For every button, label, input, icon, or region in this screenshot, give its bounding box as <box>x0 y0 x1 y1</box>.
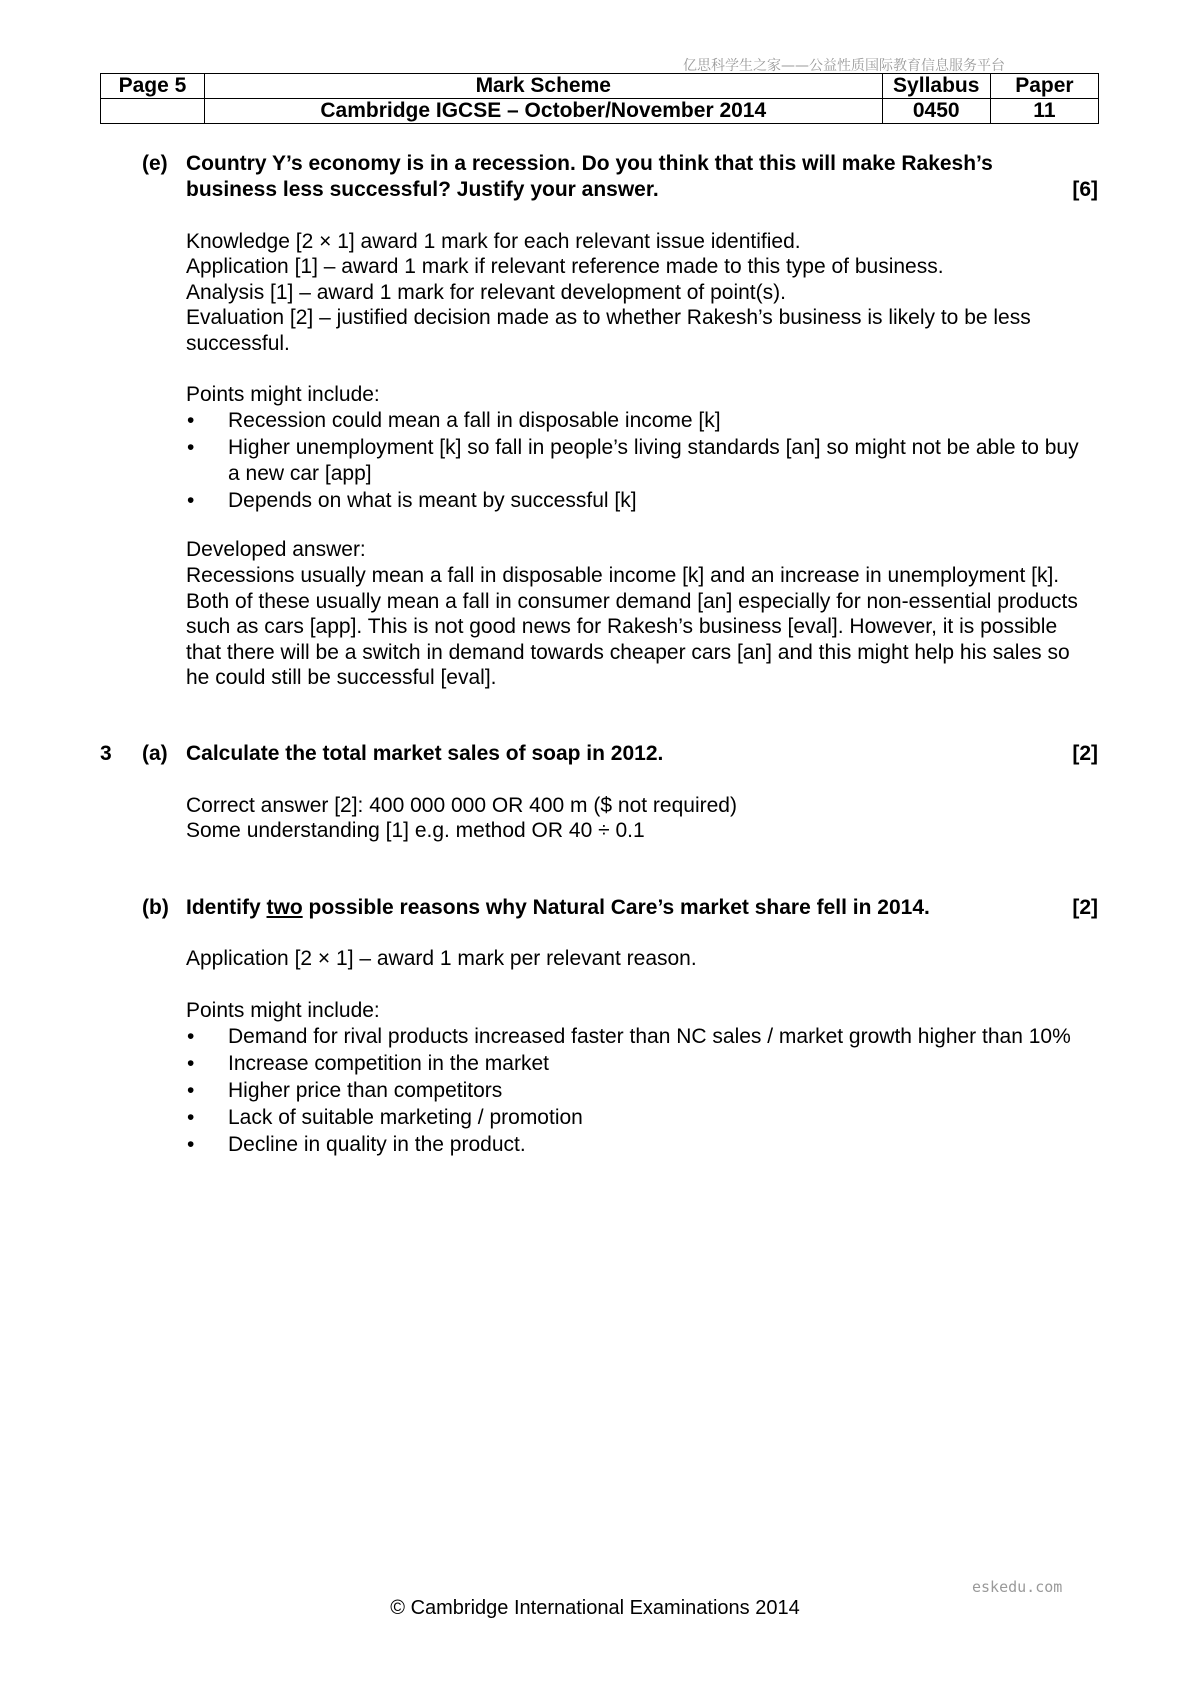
page-number: Page 5 <box>101 74 205 99</box>
watermark-top: 亿思科学生之家——公益性质国际教育信息服务平台 <box>683 58 1005 74</box>
syllabus-label: Syllabus <box>882 74 990 99</box>
q2e-criterion: Analysis [1] – award 1 mark for relevant development of point(s). <box>186 281 786 304</box>
list-item: • Demand for rival products increased faster than NC sales / market growth higher than 10% <box>187 1025 1071 1048</box>
syllabus-value: 0450 <box>882 99 990 124</box>
q2e-developed-heading: Developed answer: <box>186 538 366 561</box>
q3a-answer-line: Correct answer [2]: 400 000 000 OR 400 m ($ not required) <box>186 794 737 817</box>
exam-subtitle: Cambridge IGCSE – October/November 2014 <box>204 99 882 124</box>
page-title: Mark Scheme <box>204 74 882 99</box>
q2e-points-list <box>186 408 1096 515</box>
header-table <box>100 73 1099 124</box>
q2e-developed-text: Recessions usually mean a fall in disposable income [k] and an increase in unemployment [k]. Both of these usually mean a fall in consumer demand [an] especially for non-essential products such as cars [app]. This is not good news for Rakesh’s business [eval]. However, it is possible that there will be a switch in demand towards cheaper cars [an] and this might help his sales so he could still be successful [eval]. <box>186 564 1078 689</box>
q3b-marks: [2] <box>1072 896 1098 919</box>
q3a-answer-line: Some understanding [1] e.g. method OR 40 ÷ 0.1 <box>186 819 645 842</box>
footer-copyright: © Cambridge International Examinations 2014 <box>390 1597 800 1619</box>
q2e-criterion: Application [1] – award 1 mark if relevant reference made to this type of business. <box>186 255 944 278</box>
bullet-icon: • <box>187 409 195 432</box>
bullet-icon: • <box>187 1106 195 1129</box>
list-item: • Depends on what is meant by successful [k] <box>187 489 637 512</box>
q2e-question-line1: Country Y’s economy is in a recession. Do you think that this will make Rakesh’s <box>186 152 993 175</box>
list-item: • Decline in quality in the product. <box>187 1133 526 1156</box>
list-item: • Lack of suitable marketing / promotion <box>187 1106 583 1129</box>
paper-value: 11 <box>990 99 1098 124</box>
list-item: • Increase competition in the market <box>187 1052 549 1075</box>
q3b-points-list <box>186 1024 1096 1159</box>
q2e-part: (e) <box>142 152 168 175</box>
q2e-criterion: Evaluation [2] – justified decision made as to whether Rakesh’s business is likely to be less successful. <box>186 306 1031 355</box>
watermark-bottom: eskedu.com <box>972 1578 1063 1596</box>
bullet-icon: • <box>187 489 195 512</box>
q2e-question-line2: business less successful? Justify your answer. <box>186 178 659 201</box>
bullet-icon: • <box>187 1052 195 1075</box>
bullet-icon: • <box>187 1133 195 1156</box>
list-item: • Higher price than competitors <box>187 1079 503 1102</box>
q3a-part: (a) <box>142 742 168 765</box>
empty-cell <box>101 99 205 124</box>
list-item: • Recession could mean a fall in disposable income [k] <box>187 409 721 432</box>
q2e-criterion: Knowledge [2 × 1] award 1 mark for each relevant issue identified. <box>186 230 801 253</box>
q3b-question: Identify two possible reasons why Natural Care’s market share fell in 2014. <box>186 896 930 919</box>
q2e-marks: [6] <box>1072 178 1098 201</box>
q2e-points-heading: Points might include: <box>186 383 380 406</box>
q3a-marks: [2] <box>1072 742 1098 765</box>
paper-label: Paper <box>990 74 1098 99</box>
bullet-icon: • <box>187 1079 195 1102</box>
q3b-part: (b) <box>142 896 169 919</box>
bullet-icon: • <box>187 1025 195 1048</box>
q3b-points-heading: Points might include: <box>186 999 380 1022</box>
q3b-criteria: Application [2 × 1] – award 1 mark per relevant reason. <box>186 947 697 970</box>
q3a-question: Calculate the total market sales of soap in 2012. <box>186 742 664 765</box>
q3-number: 3 <box>100 742 112 765</box>
bullet-icon: • <box>187 436 195 459</box>
list-item: • Higher unemployment [k] so fall in people’s living standards [an] so might not be able to buy a new car [app] <box>187 436 1079 485</box>
